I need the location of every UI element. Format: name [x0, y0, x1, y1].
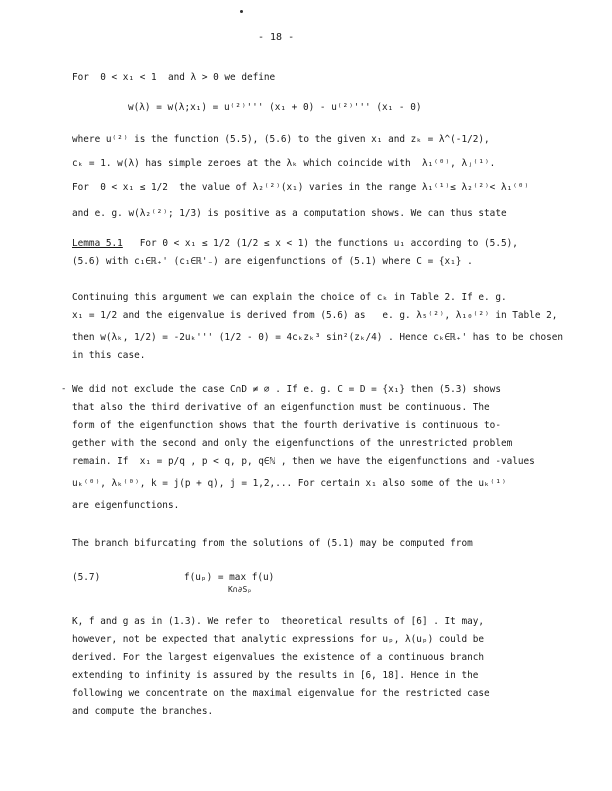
lemma-text: For 0 < x₁ ≤ 1/2 (1/2 ≤ x < 1) the functions u₁ according to (5.5), — [122, 238, 518, 249]
text-line: following we concentrate on the maximal eigenvalue for the restricted case — [72, 688, 490, 699]
text-line: in this case. — [72, 350, 146, 361]
text-line: then w(λₖ, 1/2) = -2uₖ''' (1/2 - 0) = 4cₖzₖ³ sin²(zₖ/4) . Hence cₖ∈ℝ₊' has to be chosen — [72, 332, 564, 343]
text-line: and e. g. w(λ₂⁽²⁾; 1/3) is positive as a computation shows. We can thus state — [72, 208, 507, 219]
text-line: extending to infinity is assured by the results in [6, 18]. Hence in the — [72, 670, 479, 681]
text-line: remain. If x₁ = p/q , p < q, p, q∈ℕ , then we have the eigenfunctions and -values — [72, 456, 535, 467]
text-line: For 0 < x₁ ≤ 1/2 the value of λ₂⁽²⁾(x₁) varies in the range λ₁⁽¹⁾≤ λ₂⁽²⁾< λ₁⁽⁰⁾ — [72, 182, 530, 193]
equation: f(uₚ) = max f(u) — [184, 572, 275, 583]
lemma-line — [72, 238, 518, 250]
lemma-label: Lemma 5.1 — [72, 238, 123, 249]
text-line: and compute the branches. — [72, 706, 214, 717]
text-line: derived. For the largest eigenvalues the existence of a continuous branch — [72, 652, 485, 663]
text-line: however, not be expected that analytic expressions for uₚ, λ(uₚ) could be — [72, 634, 485, 645]
text-line: form of the eigenfunction shows that the fourth derivative is continuous to- — [72, 420, 501, 431]
text-line: where u⁽²⁾ is the function (5.5), (5.6) to the given x₁ and zₖ = λ^(-1/2), — [72, 134, 490, 145]
text-line: that also the third derivative of an eigenfunction must be continuous. The — [72, 402, 490, 413]
text-line: K, f and g as in (1.3). We refer to theoretical results of [6] . It may, — [72, 616, 485, 627]
text-line: gether with the second and only the eigenfunctions of the unrestricted problem — [72, 438, 513, 449]
text-line: The branch bifurcating from the solutions of (5.1) may be computed from — [72, 538, 473, 549]
text-line: x₁ = 1/2 and the eigenvalue is derived from (5.6) as e. g. λ₅⁽²⁾, λ₁₀⁽²⁾ in Table 2, — [72, 310, 558, 321]
equation: w(λ) = w(λ;x₁) = u⁽²⁾''' (x₁ + 0) - u⁽²⁾''' (x₁ - 0) — [128, 102, 422, 113]
equation-subscript: K∩∂Sₚ — [228, 585, 253, 594]
margin-mark: - — [61, 384, 67, 394]
text-line: uₖ⁽⁰⁾, λₖ⁽⁰⁾, k = j(p + q), j = 1,2,... For certain x₁ also some of the uₖ⁽¹⁾ — [72, 478, 507, 489]
text-line: We did not exclude the case C∩D ≠ ∅ . If e. g. C = D = {x₁} then (5.3) shows — [72, 384, 501, 395]
text-line: (5.6) with c₁∈ℝ₊' (c₁∈ℝ'₋) are eigenfunctions of (5.1) where C = {x₁} . — [72, 256, 473, 267]
speck — [240, 10, 243, 13]
text-line: For 0 < x₁ < 1 and λ > 0 we define — [72, 72, 276, 83]
text-line: Continuing this argument we can explain the choice of cₖ in Table 2. If e. g. — [72, 292, 507, 303]
text-line: cₖ = 1. w(λ) has simple zeroes at the λₖ which coincide with λ₁⁽⁰⁾, λⱼ⁽¹⁾. — [72, 158, 496, 169]
text-line: are eigenfunctions. — [72, 500, 180, 511]
equation-label: (5.7) — [72, 572, 101, 583]
page-number: - 18 - — [258, 32, 295, 43]
